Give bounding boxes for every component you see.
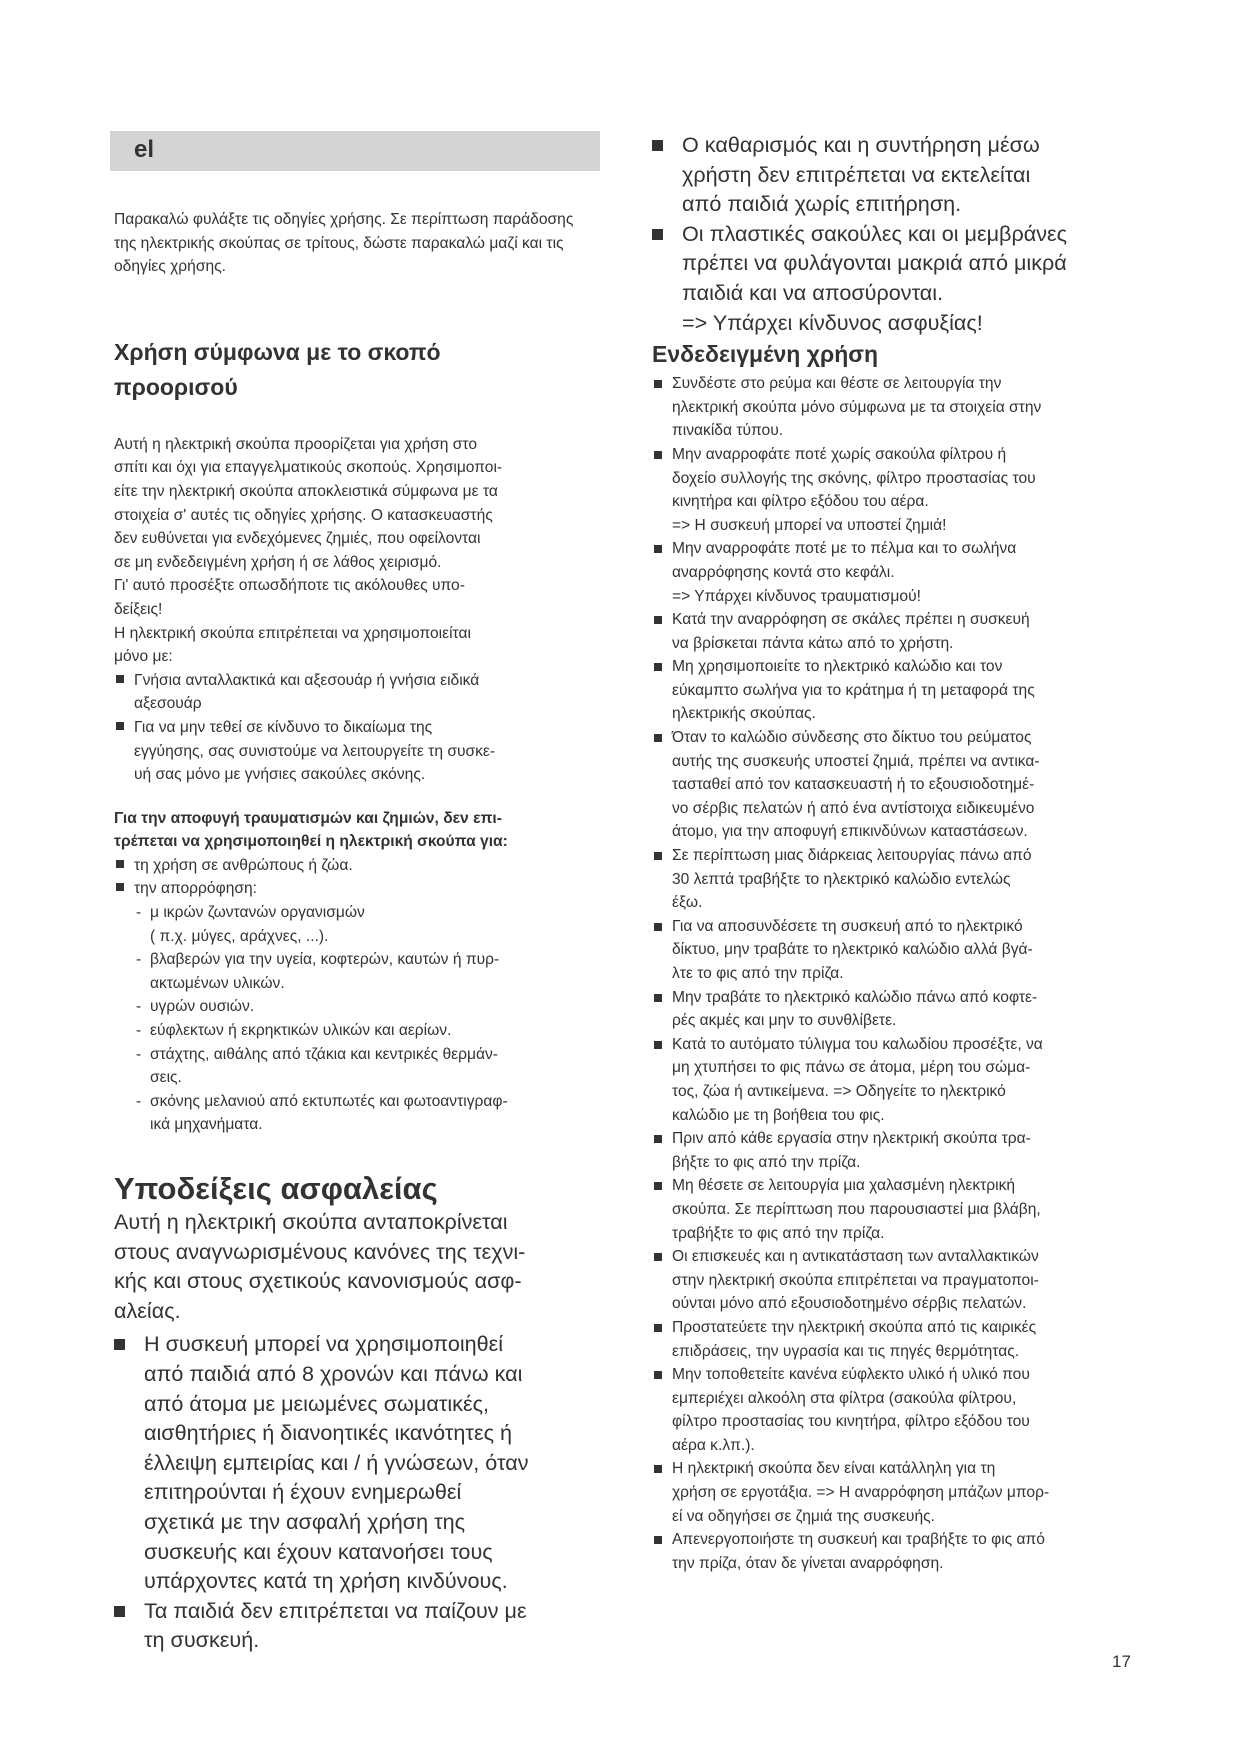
intended-use-body: [114, 433, 598, 669]
list-item-line: έξω.: [672, 894, 703, 912]
list-item-line: Μην αναρροφάτε ποτέ χωρίς σακούλα φίλτρου ή: [672, 445, 1007, 463]
warning-heading-line: τρέπεται να χρησιμοποιηθεί η ηλεκτρική σκούπα για:: [114, 833, 508, 851]
list-item: [652, 608, 1132, 655]
safety-item: [652, 130, 1132, 219]
dash-item-line: ικά μηχανήματα.: [150, 1116, 263, 1134]
list-item-line: Μη θέσετε σε λειτουργία μια χαλασμένη ηλεκτρική: [672, 1177, 1016, 1195]
list-item-line: Συνδέστε στο ρεύμα και θέστε σε λειτουργία την: [672, 375, 1002, 393]
list-item-line: Πριν από κάθε εργασία στην ηλεκτρική σκούπα τρα-: [672, 1130, 1031, 1148]
list-item-line: βήξτε το φις από την πρίζα.: [672, 1153, 861, 1171]
dash-item-line: - στάχτης, αιθάλης από τζάκια και κεντρικές θερμάν-: [150, 1045, 498, 1063]
list-item-line: Μην αναρροφάτε ποτέ με το πέλμα και το σωλήνα: [672, 540, 1017, 558]
safety-item-line: χρήστη δεν επιτρέπεται να εκτελείται: [682, 161, 1031, 187]
list-item-line: υή σας μόνο με γνήσιες σακούλες σκόνης.: [134, 766, 426, 784]
list-item-line: Σε περίπτωση μιας διάρκειας λειτουργίας πάνω από: [672, 847, 1032, 865]
list-item-line: επιδράσεις, την υγρασία και τις πηγές θερμότητας.: [672, 1342, 1020, 1360]
list-item-line: στην ηλεκτρική σκούπα επιτρέπεται να πραγματοποι-: [672, 1271, 1039, 1289]
safety-item-line: πρέπει να φυλάγονται μακριά από μικρά: [682, 250, 1067, 276]
safety-item-line: επιτηρούνται ή έχουν ενημερωθεί: [144, 1479, 462, 1505]
list-item-line: Γνήσια ανταλλακτικά και αξεσουάρ ή γνήσια ειδικά: [134, 671, 480, 689]
intended-use-heading-line: προορισού: [114, 373, 238, 400]
list-item-line: Η ηλεκτρική σκούπα δεν είναι κατάλληλη για τη: [672, 1460, 996, 1478]
safety-item-line: συσκευής και έχουν κατανοήσει τους: [144, 1538, 493, 1564]
list-item: [652, 844, 1132, 915]
left-column: [114, 208, 598, 1655]
list-item-line: 30 λεπτά τραβήξτε το ηλεκτρικό καλώδιο εντελώς: [672, 870, 1011, 888]
list-item: [652, 1363, 1132, 1457]
intended-use-heading: [114, 335, 598, 405]
list-item-line: εμπεριέχει αλκοόλη στα φίλτρα (σακούλα φίλτρου,: [672, 1389, 1017, 1407]
only-with-list: [114, 669, 598, 787]
list-item-line: τος, ζώα ή αντικείμενα. => Οδηγείτε το ηλεκτρικό: [672, 1082, 1006, 1100]
safety-item-line: Η συσκευή μπορεί να χρησιμοποιηθεί: [144, 1331, 504, 1357]
list-item-line: ηλεκτρική σκούπα μόνο σύμφωνα με τα στοιχεία στην: [672, 398, 1042, 416]
list-item: [652, 1528, 1132, 1575]
list-item-line: τραβήξτε το φις από την πρίζα.: [672, 1224, 885, 1242]
text-line: είτε την ηλεκτρική σκούπα αποκλειστικά σύμφωνα με τα: [114, 482, 498, 500]
safety-item-line: παιδιά και να αποσύρονται.: [682, 279, 944, 305]
list-item-line: τασταθεί από τον κατασκευαστή ή το εξουσιοδοτημέ-: [672, 776, 1035, 794]
dash-item-line: - σκόνης μελανιού από εκτυπωτές και φωτοαντιγραφ-: [150, 1092, 508, 1110]
list-item-line: Μην τοποθετείτε κανένα εύφλεκτο υλικό ή υλικό που: [672, 1366, 1030, 1384]
list-item-line: πινακίδα τύπου.: [672, 422, 784, 440]
page-number: 17: [1112, 1652, 1131, 1671]
list-item: [652, 915, 1132, 986]
list-item-line: => Η συσκευή μπορεί να υποστεί ζημιά!: [672, 516, 947, 534]
warning-heading-line: Για την αποφυγή τραυματισμών και ζημιών, δεν επι-: [114, 809, 502, 827]
list-item-line: μη χτυπήσει το φις πάνω σε άτομα, μέρη του σώμα-: [672, 1059, 1031, 1077]
intro-paragraph: Παρακαλώ φυλάξτε τις οδηγίες χρήσης. Σε περίπτωση παράδοσης της ηλεκτρικής σκούπας σε τρίτους, δώστε παρακαλώ μαζί και τις οδηγίες χρήσης.: [114, 211, 574, 276]
list-item-line: να βρίσκεται πάντα κάτω από το χρήστη.: [672, 634, 954, 652]
dash-item-line: - μ ικρών ζωντανών οργανισμών: [150, 904, 365, 922]
safety-lead: [114, 1207, 598, 1325]
safety-item-line: από παιδιά από 8 χρονών και πάνω και: [144, 1360, 523, 1386]
list-item: την απορρόφηση:: [114, 877, 598, 901]
lead-line: αλείας.: [114, 1297, 181, 1323]
proper-use-heading: Ενδεδειγμένη χρήση: [652, 341, 879, 368]
proper-use-list: [652, 372, 1132, 1575]
misuse-warning-heading: [114, 807, 598, 854]
safety-item-line: Οι πλαστικές σακούλες και οι μεμβράνες: [682, 220, 1068, 246]
right-column: [652, 130, 1132, 1575]
list-item-line: ούνται μόνο από εξουσιοδοτημένο σέρβις πελατών.: [672, 1295, 1027, 1313]
list-item-line: καλώδιο με τη βοήθεια του φις.: [672, 1106, 885, 1124]
list-item-line: Κατά το αυτόματο τύλιγμα του καλωδίου προσέξτε, να: [672, 1035, 1043, 1053]
list-item-line: άτομο, για την αποφυγή επικινδύνων καταστάσεων.: [672, 823, 1028, 841]
list-item: [652, 1316, 1132, 1363]
list-item: [652, 655, 1132, 726]
text-line: σπίτι και όχι για επαγγελματικούς σκοπούς. Χρησιμοποι-: [114, 459, 503, 477]
language-tag: el: [134, 136, 155, 163]
list-item-line: Όταν το καλώδιο σύνδεσης στο δίκτυο του ρεύματος: [672, 729, 1032, 747]
text-line: στοιχεία σ' αυτές τις οδηγίες χρήσης. Ο κατασκευαστής: [114, 506, 493, 524]
safety-item-line: από παιδιά χωρίς επιτήρηση.: [682, 191, 962, 217]
safety-list: [114, 1329, 598, 1655]
safety-item-line: τη συσκευή.: [144, 1627, 260, 1653]
lead-line: στους αναγνωρισμένους κανόνες της τεχνι-: [114, 1238, 526, 1264]
list-item: [652, 1457, 1132, 1528]
dash-item-line: ( π.χ. μύγες, αράχνες, ...).: [150, 927, 329, 945]
language-bar: [110, 131, 600, 171]
intended-use-heading-line: Χρήση σύμφωνα με το σκοπό: [114, 338, 441, 365]
dash-item-line: - υγρών ουσιών.: [150, 998, 255, 1016]
list-item-line: σκούπα. Σε περίπτωση που παρουσιαστεί μια βλάβη,: [672, 1200, 1041, 1218]
text-line: Γι' αυτό προσέξτε οπωσδήποτε τις ακόλουθες υπο-: [114, 577, 465, 595]
list-item: [652, 537, 1132, 608]
safety-item: [652, 219, 1132, 337]
dash-item: [136, 1043, 598, 1090]
text-line: Η ηλεκτρική σκούπα επιτρέπεται να χρησιμοποιείται: [114, 624, 471, 642]
list-item-line: ρές ακμές και μην το συνθλίβετε.: [672, 1012, 897, 1030]
safety-item-line: αισθητήριες ή διανοητικές ικανότητες ή: [144, 1420, 512, 1446]
list-item-line: δοχείο συλλογής της σκόνης, φίλτρο προστασίας του: [672, 469, 1036, 487]
list-item-line: αυτής της συσκευής υποστεί ζημιά, πρέπει να αντικα-: [672, 752, 1040, 770]
safety-item: [114, 1329, 598, 1595]
safety-item-line: υπάρχοντες κατά τη χρήση κινδύνους.: [144, 1568, 508, 1594]
suction-dash-list: [136, 901, 598, 1137]
list-item-line: Μην τραβάτε το ηλεκτρικό καλώδιο πάνω από κοφτε-: [672, 988, 1038, 1006]
safety-item-line: έλλειψη εμπειρίας και / ή γνώσεων, όταν: [144, 1449, 529, 1475]
list-item: [652, 1033, 1132, 1127]
list-item: [652, 443, 1132, 537]
dash-item: [136, 948, 598, 995]
list-item-line: Προστατεύετε την ηλεκτρική σκούπα από τις καιρικές: [672, 1318, 1037, 1336]
safety-list-continued: [652, 130, 1132, 337]
safety-heading: Υποδείξεις ασφαλείας: [114, 1171, 438, 1206]
list-item: [114, 716, 598, 787]
list-item: [652, 986, 1132, 1033]
list-item-line: νο σέρβις πελατών ή από ένα αντίστοιχα ειδικευμένο: [672, 799, 1035, 817]
dash-item: [136, 995, 598, 1019]
list-item: [652, 726, 1132, 844]
list-item-line: Μη χρησιμοποιείτε το ηλεκτρικό καλώδιο και τον: [672, 658, 1003, 676]
list-item: [652, 1245, 1132, 1316]
lead-line: Αυτή η ηλεκτρική σκούπα ανταποκρίνεται: [114, 1209, 508, 1234]
safety-item-line: => Υπάρχει κίνδυνος ασφυξίας!: [682, 309, 983, 335]
list-item-line: Για να μην τεθεί σε κίνδυνο το δικαίωμα της: [134, 718, 433, 736]
safety-item: [114, 1596, 598, 1655]
list-item-line: εύκαμπτο σωλήνα για το κράτημα ή τη μεταφορά της: [672, 681, 1035, 699]
list-item-line: Οι επισκευές και η αντικατάσταση των ανταλλακτικών: [672, 1248, 1039, 1266]
list-item: [114, 669, 598, 716]
list-item-line: εγγύησης, σας συνιστούμε να λειτουργείτε τη συσκε-: [134, 742, 496, 760]
list-item-line: Κατά την αναρρόφηση σε σκάλες πρέπει η συσκευή: [672, 611, 1030, 629]
safety-item-line: Τα παιδιά δεν επιτρέπεται να παίζουν με: [144, 1597, 527, 1623]
list-item-line: φίλτρο προστασίας του κινητήρα, φίλτρο εξόδου του: [672, 1413, 1030, 1431]
safety-item-line: σχετικά με την ασφαλή χρήση της: [144, 1508, 466, 1534]
list-item: [652, 1174, 1132, 1245]
list-item: τη χρήση σε ανθρώπους ή ζώα.: [114, 854, 598, 878]
dash-item-line: ακτωμένων υλικών.: [150, 974, 285, 992]
list-item-line: δίκτυο, μην τραβάτε το ηλεκτρικό καλώδιο αλλά βγά-: [672, 941, 1033, 959]
list-item-line: Για να αποσυνδέσετε τη συσκευή από το ηλεκτρικό: [672, 917, 1023, 935]
dash-item: [136, 1090, 598, 1137]
list-item-line: => Υπάρχει κίνδυνος τραυματισμού!: [672, 587, 921, 605]
dash-item: [136, 1019, 598, 1043]
safety-item-line: από άτομα με μειωμένες σωματικές,: [144, 1390, 489, 1416]
list-item-line: εί να οδηγήσει σε ζημιά της συσκευής.: [672, 1507, 935, 1525]
list-item-line: λτε το φις από την πρίζα.: [672, 965, 844, 982]
lead-line: κής και στους σχετικούς κανονισμούς ασφ-: [114, 1268, 522, 1294]
not-for-list: [114, 854, 598, 901]
text-line: δεν ευθύνεται για ενδεχόμενες ζημιές, που οφείλονται: [114, 530, 481, 548]
dash-item-line: - βλαβερών για την υγεία, κοφτερών, καυτών ή πυρ-: [150, 951, 500, 969]
list-item-line: ηλεκτρικής σκούπας.: [672, 705, 816, 723]
list-item-line: την πρίζα, όταν δε γίνεται αναρρόφηση.: [672, 1554, 944, 1572]
list-item-line: αξεσουάρ: [134, 695, 202, 713]
text-line: Αυτή η ηλεκτρική σκούπα προορίζεται για χρήση στο: [114, 435, 478, 453]
list-item-line: κινητήρα και φίλτρο εξόδου του αέρα.: [672, 493, 929, 511]
safety-item-line: Ο καθαρισμός και η συντήρηση μέσω: [682, 132, 1040, 157]
text-line: σε μη ενδεδειγμένη χρήση ή σε λάθος χειρισμό.: [114, 553, 442, 571]
list-item: [652, 372, 1132, 443]
list-item-line: αέρα κ.λπ.).: [672, 1436, 755, 1454]
text-line: δείξεις!: [114, 600, 163, 618]
list-item-line: χρήση σε εργοτάξια. => Η αναρρόφηση μπάζων μπορ-: [672, 1484, 1050, 1502]
list-item-line: Απενεργοποιήστε τη συσκευή και τραβήξτε το φις από: [672, 1531, 1045, 1549]
dash-item-line: - εύφλεκτων ή εκρηκτικών υλικών και αερίων.: [150, 1022, 452, 1040]
text-line: μόνο με:: [114, 648, 173, 666]
dash-item-line: σεις.: [150, 1069, 182, 1087]
list-item-line: αναρρόφησης κοντά στο κεφάλι.: [672, 563, 895, 581]
dash-item: [136, 901, 598, 948]
list-item: [652, 1127, 1132, 1174]
